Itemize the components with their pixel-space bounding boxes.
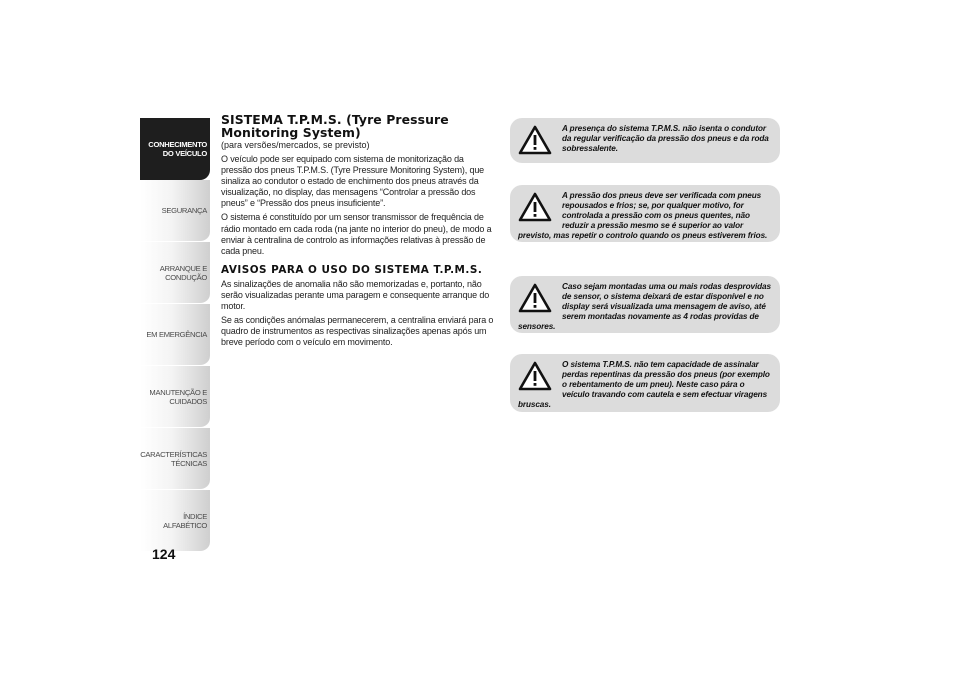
warning-triangle-icon bbox=[518, 361, 552, 391]
section-subtitle: (para versões/mercados, se previsto) bbox=[221, 140, 370, 150]
warning-box bbox=[510, 185, 780, 242]
warning-text: Caso sejam montadas uma ou mais rodas desprovidas de sensor, o sistema deixará de estar disponível e no display será visualizada uma mensagem de aviso, até serem montadas novamente as 4 rodas providas de sensores. bbox=[518, 282, 771, 331]
warning-box bbox=[510, 118, 780, 163]
warning-triangle-icon bbox=[518, 125, 552, 155]
warning-box bbox=[510, 276, 780, 333]
tab-label: ARRANQUE E CONDUÇÃO bbox=[159, 263, 207, 282]
tab-manutencao-e-cuidados[interactable] bbox=[140, 366, 210, 428]
tab-caracteristicas-tecnicas[interactable] bbox=[140, 428, 210, 490]
warning-triangle-icon bbox=[518, 283, 552, 313]
warning-triangle-icon bbox=[518, 192, 552, 222]
tab-label: SEGURANÇA bbox=[161, 206, 207, 215]
tab-label: MANUTENÇÃO E CUIDADOS bbox=[149, 387, 207, 406]
warning-text: O sistema T.P.M.S. não tem capacidade de assinalar perdas repentinas da pressão dos pneus (por exemplo o rebentamento de um pneu). Neste caso pára o veículo travando com cautela e sem efectuar viragens bruscas. bbox=[518, 360, 770, 409]
tab-label: ÍNDICE ALFABÉTICO bbox=[163, 511, 207, 530]
tab-label: EM EMERGÊNCIA bbox=[146, 330, 207, 339]
tab-seguranca[interactable] bbox=[140, 180, 210, 242]
tab-label: CARACTERÍSTICAS TÉCNICAS bbox=[140, 449, 207, 468]
body-paragraph: As sinalizações de anomalia não são memorizadas e, portanto, não serão visualizadas perante uma paragem e consequente arranque do motor. bbox=[221, 278, 490, 312]
body-paragraph: O veículo pode ser equipado com sistema de monitorização da pressão dos pneus T.P.M.S. (Tyre Pressure Monitoring System), que sinaliza ao condutor o estado de enchimento dos pneus através da visualização, no display, das mensagens “Controlar a pressão dos pneus” e “Pressão dos pneus insuficiente”. bbox=[221, 154, 485, 209]
tab-em-emergencia[interactable] bbox=[140, 304, 210, 366]
tab-indice-alfabetico[interactable] bbox=[140, 490, 210, 552]
tab-arranque-e-conducao[interactable] bbox=[140, 242, 210, 304]
tab-conhecimento-do-veiculo[interactable] bbox=[140, 118, 210, 180]
body-paragraph: Se as condições anómalas permanecerem, a centralina enviará para o quadro de instrumentos as respectivas sinalizações apenas após um breve período com o veículo em movimento. bbox=[221, 315, 494, 348]
section-title: SISTEMA T.P.M.S. (Tyre Pressure Monitoring System) bbox=[221, 112, 449, 140]
page-number: 124 bbox=[152, 546, 176, 562]
warning-text: A pressão dos pneus deve ser verificada com pneus repousados e frios; se, por qualquer motivo, for controlada a pressão com os pneus quentes, não reduzir a pressão mesmo se é superior ao valor previsto, mas repetir o controlo quando os pneus estiverem frios. bbox=[518, 191, 768, 240]
chapter-sidebar bbox=[140, 118, 210, 552]
warning-text: A presença do sistema T.P.M.S. não isenta o condutor da regular verificação da pressão dos pneus e da roda sobressalente. bbox=[562, 124, 769, 153]
tab-label: CONHECIMENTO DO VEÍCULO bbox=[148, 140, 207, 158]
warning-box bbox=[510, 354, 780, 412]
main-content bbox=[221, 113, 496, 348]
section2-title: AVISOS PARA O USO DO SISTEMA T.P.M.S. bbox=[221, 263, 483, 276]
body-paragraph: O sistema é constituído por um sensor transmissor de frequência de rádio montado em cada roda (na jante no interior do pneu), de modo a enviar à centralina de controlo as informações relativas à pressão de cada pneu. bbox=[221, 212, 492, 256]
